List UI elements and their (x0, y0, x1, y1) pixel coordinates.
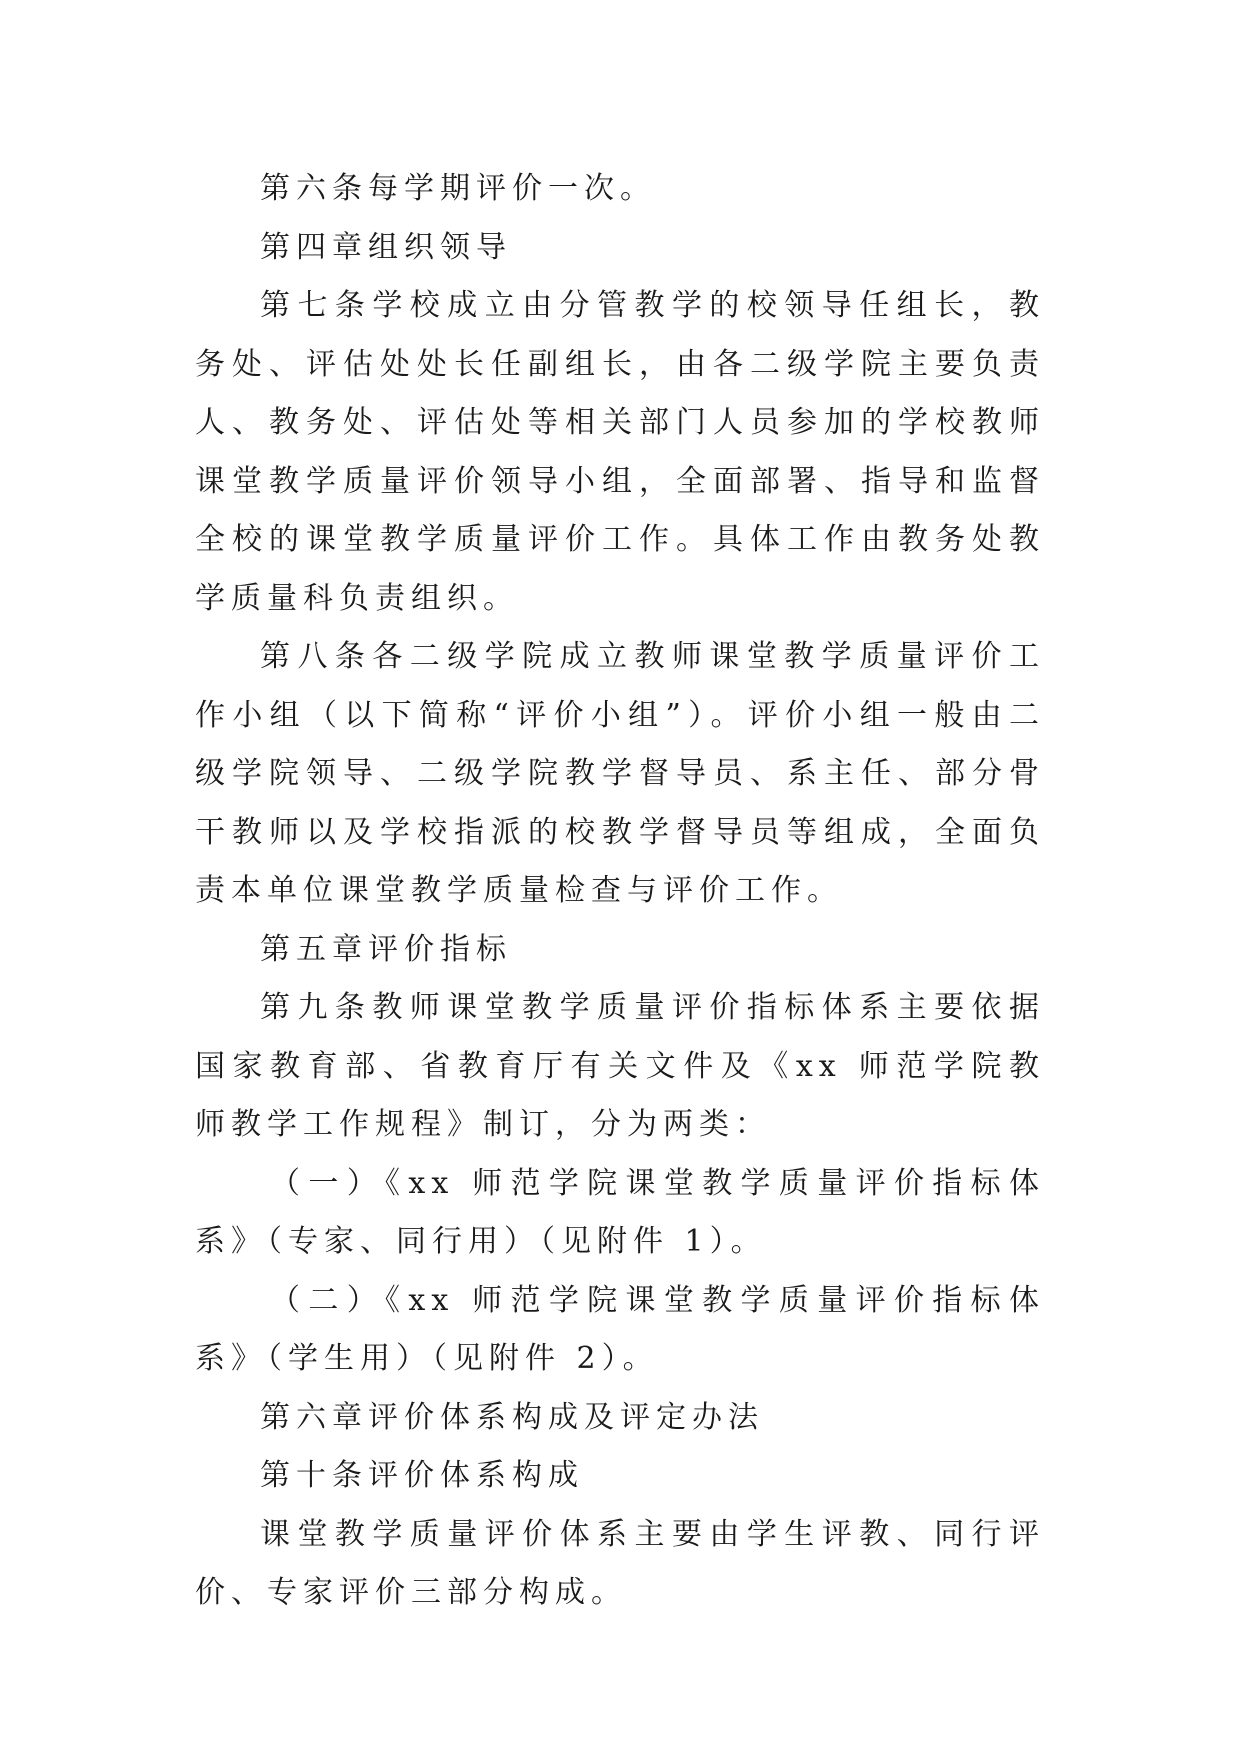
paragraph-item-1: （一）《xx 师范学院课堂教学质量评价指标体系》（专家、同行用）（见附件 1）。 (195, 1165, 1045, 1259)
paragraph-article-9: 第九条教师课堂教学质量评价指标体系主要依据国家教育部、省教育厅有关文件及《xx 师范学院教师教学工作规程》制订，分为两类： (195, 990, 1045, 1142)
paragraph-article-6: 第六条每学期评价一次。 (260, 171, 656, 206)
paragraph-item-2: （二）《xx 师范学院课堂教学质量评价指标体系》（学生用）（见附件 2）。 (195, 1282, 1045, 1376)
paragraph-article-10-heading: 第十条评价体系构成 (260, 1458, 584, 1493)
paragraph-chapter-4-heading: 第四章组织领导 (260, 229, 512, 265)
paragraph-chapter-5-heading: 第五章评价指标 (260, 931, 512, 967)
paragraph-chapter-6-heading: 第六章评价体系构成及评定办法 (260, 1399, 764, 1435)
paragraph-article-8: 第八条各二级学院成立教师课堂教学质量评价工作小组（以下简称“评价小组”）。评价小组一般由二级学院领导、二级学院教学督导员、系主任、部分骨干教师以及学校指派的校教学督导员等组成，全面负责本单位课堂教学质量检查与评价工作。 (195, 639, 1045, 908)
document-body (195, 160, 1045, 1623)
paragraph-article-7: 第七条学校成立由分管教学的校领导任组长，教务处、评估处处长任副组长，由各二级学院主要负责人、教务处、评估处等相关部门人员参加的学校教师课堂教学质量评价领导小组，全面部署、指导和监督全校的课堂教学质量评价工作。具体工作由教务处教学质量科负责组织。 (195, 288, 1045, 616)
paragraph-article-10-body: 课堂教学质量评价体系主要由学生评教、同行评价、专家评价三部分构成。 (195, 1516, 1045, 1610)
